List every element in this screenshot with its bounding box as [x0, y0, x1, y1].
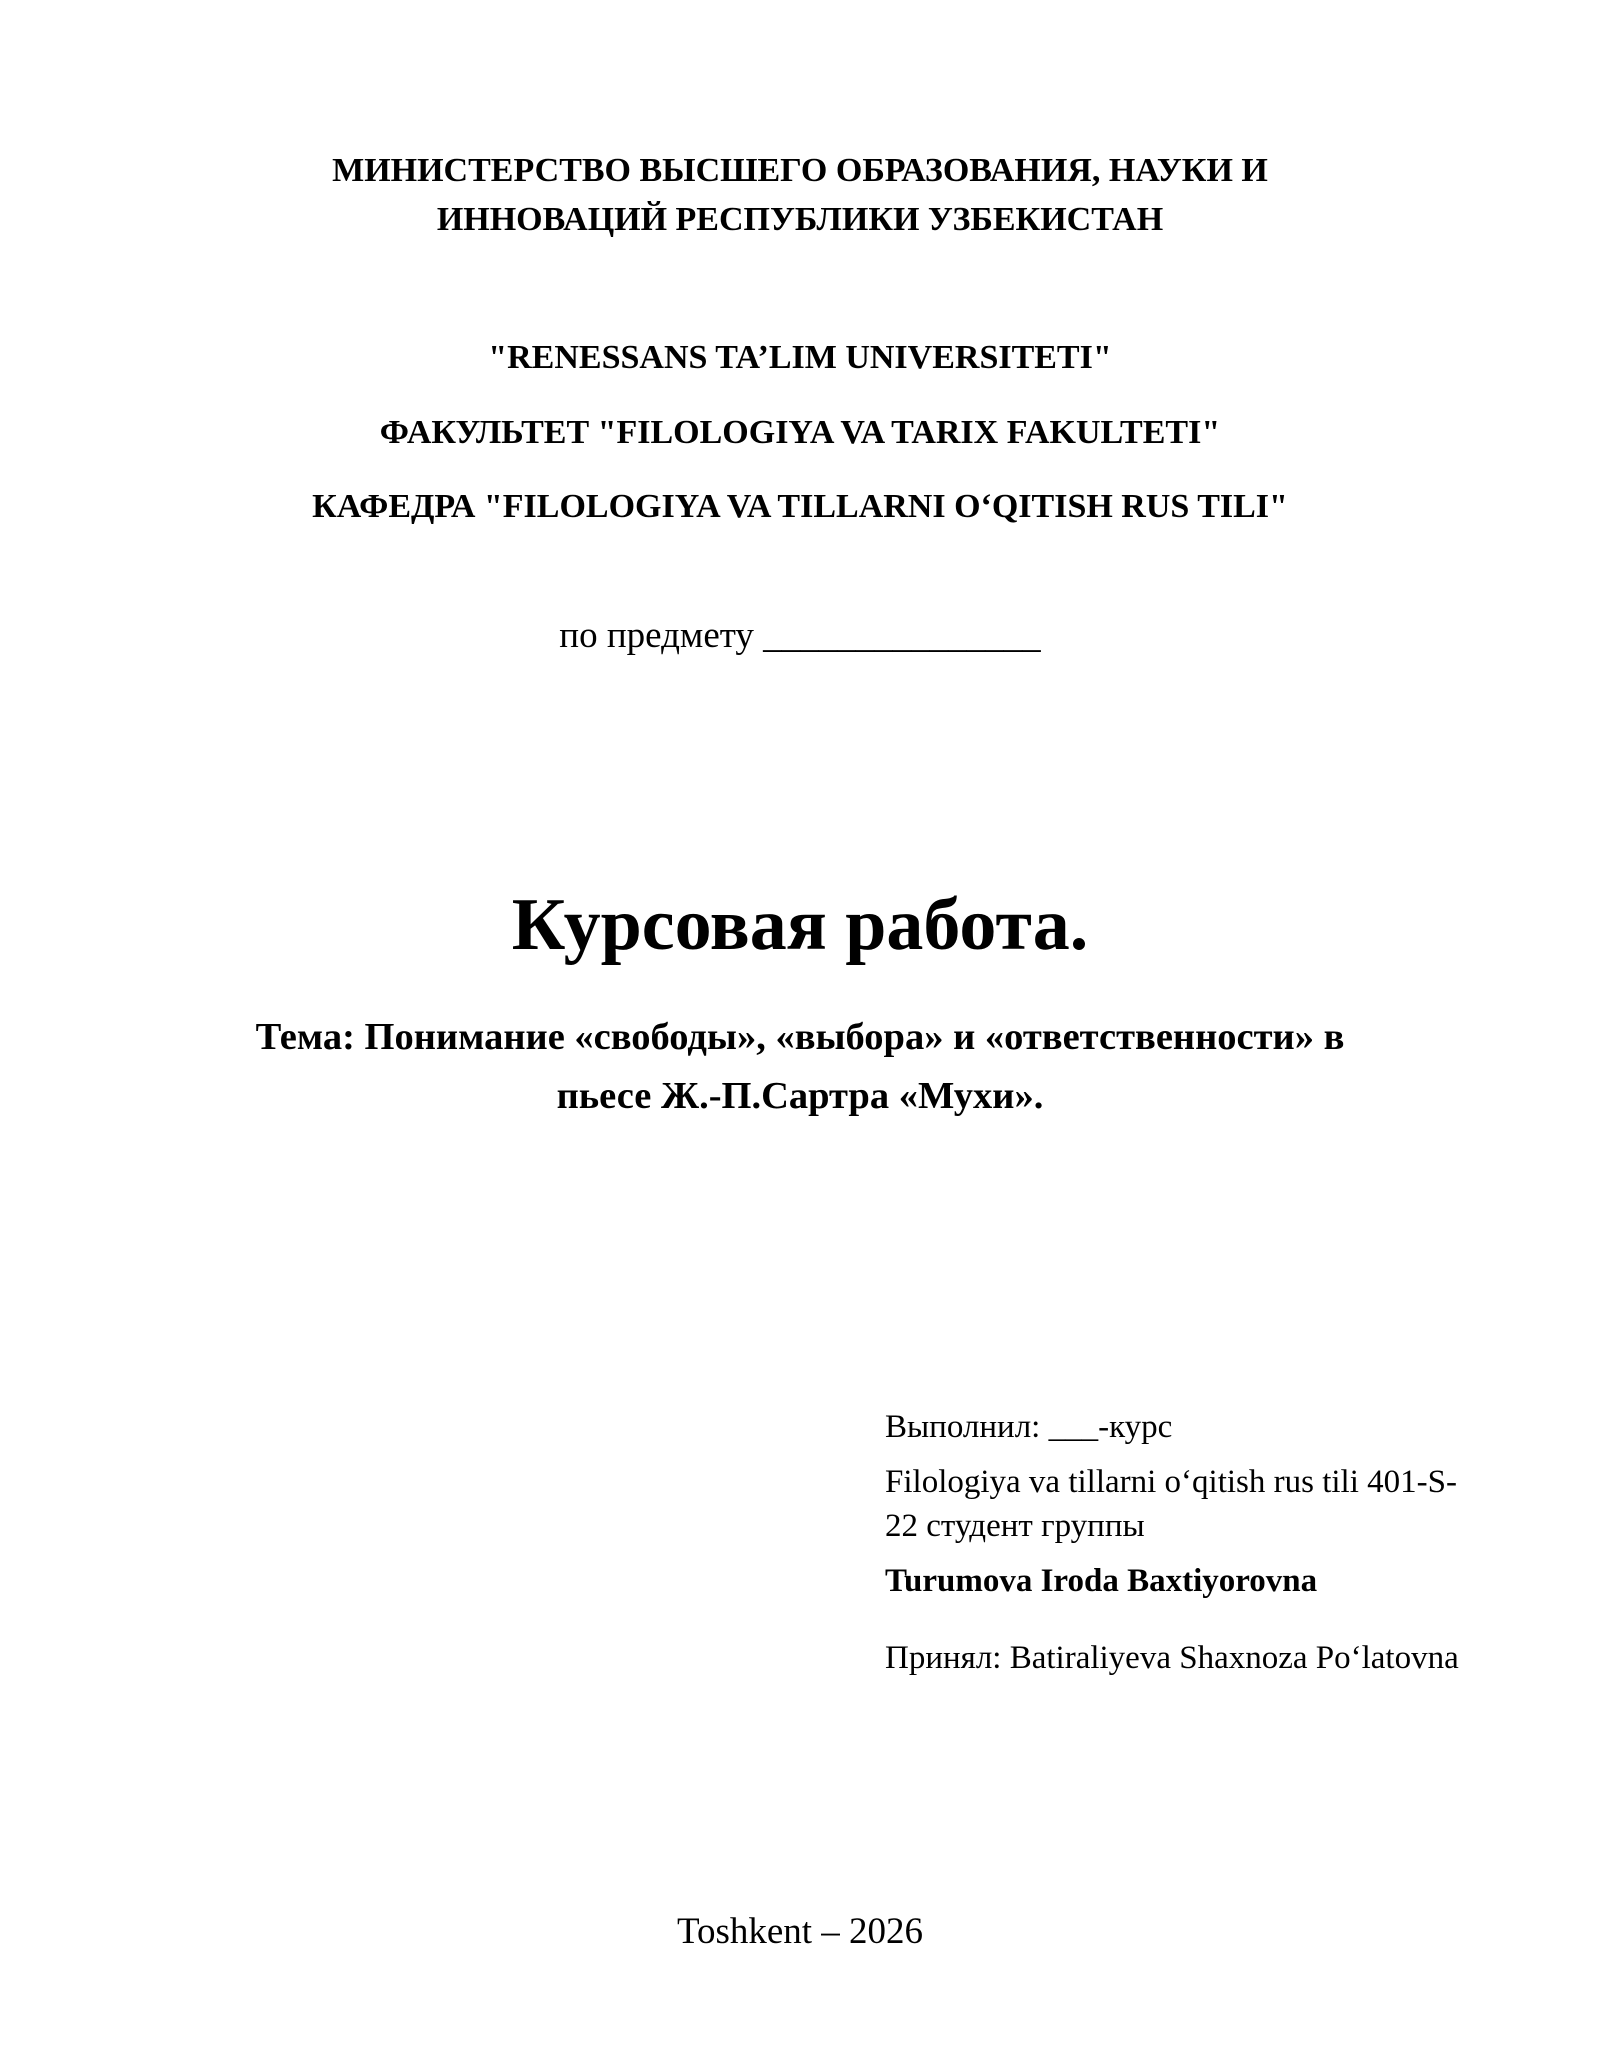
- topic-line-2: пьесе Ж.-П.Сартра «Мухи».: [556, 1075, 1044, 1117]
- student-name: Turumova Iroda Baxtiyorovna: [885, 1563, 1318, 1599]
- ministry-line-2: ИННОВАЦИЙ РЕСПУБЛИКИ УЗБЕКИСТАН: [436, 201, 1164, 238]
- ministry-line-1: МИНИСТЕРСТВО ВЫСШЕГО ОБРАЗОВАНИЯ, НАУКИ И: [332, 152, 1268, 189]
- group-line-2: 22 студент группы: [885, 1508, 1145, 1544]
- completed-by: Выполнил: ___-курс: [885, 1409, 1173, 1445]
- university-name: "RENESSANS TA’LIM UNIVERSITETI": [488, 339, 1112, 376]
- department-name: КАФЕДРА "FILOLOGIYA VA TILLARNI O‘QITISH RUS TILI": [312, 488, 1288, 525]
- faculty-name: ФАКУЛЬТЕТ "FILOLOGIYA VA TARIX FAKULTETI": [379, 414, 1221, 451]
- accepted-by: Принял: Batiraliyeva Shaxnoza Po‘latovna: [885, 1640, 1459, 1676]
- subject-line: по предмету _______________: [559, 615, 1041, 656]
- city-year: Toshkent – 2026: [676, 1911, 924, 1952]
- work-title: Курсовая работа.: [511, 884, 1089, 966]
- group-line-1: Filologiya va tillarni o‘qitish rus tili 401-S-: [885, 1464, 1457, 1500]
- topic-line-1: Тема: Понимание «свободы», «выбора» и «ответственности» в: [255, 1016, 1345, 1058]
